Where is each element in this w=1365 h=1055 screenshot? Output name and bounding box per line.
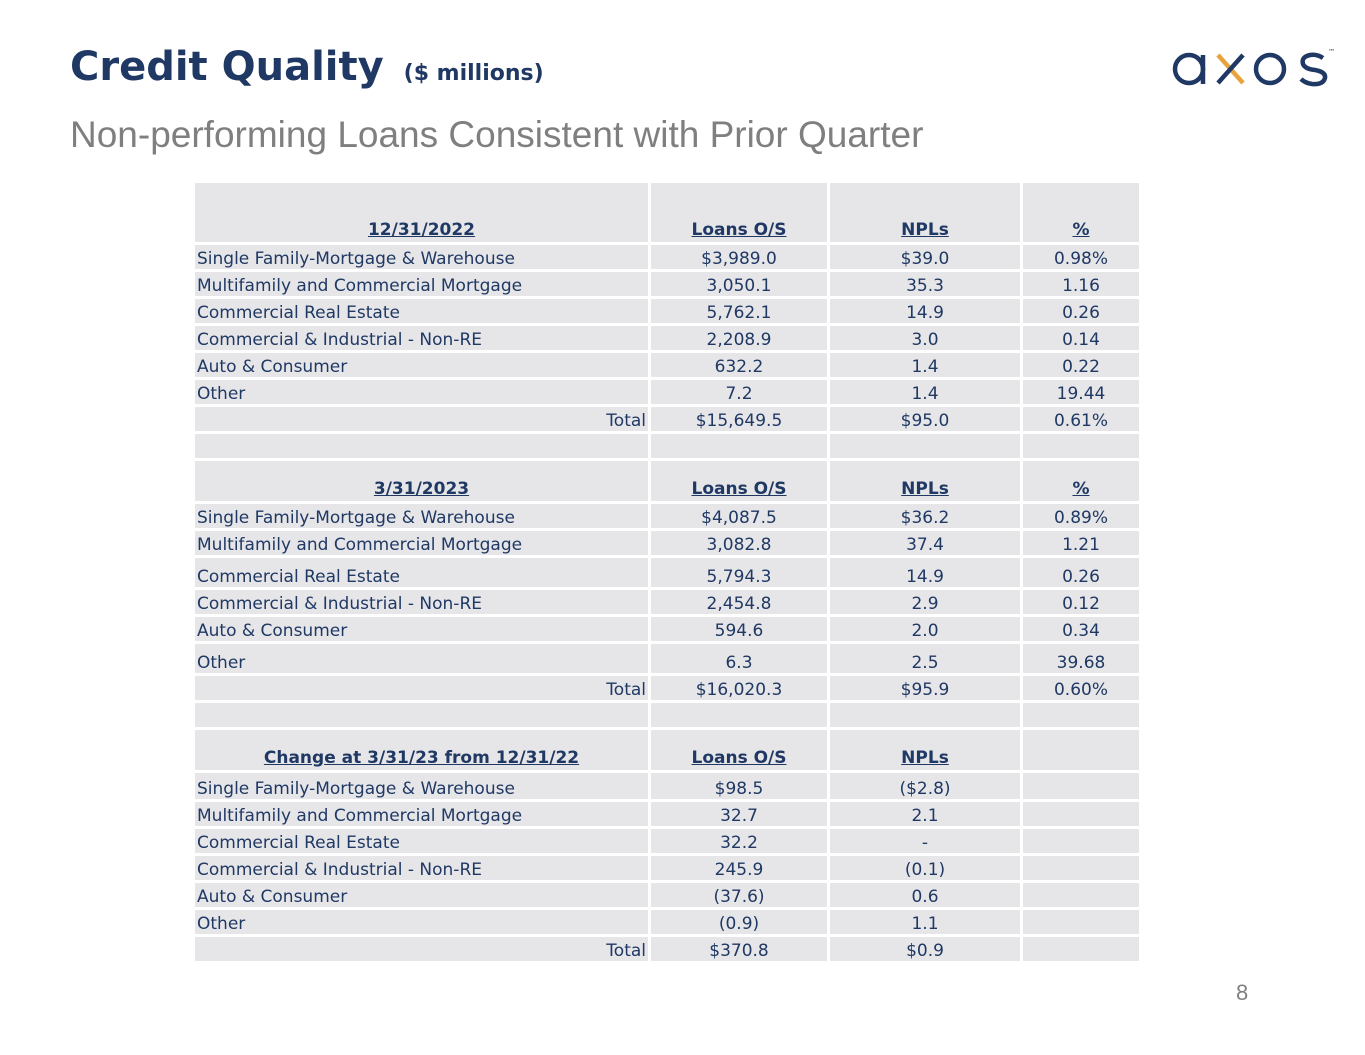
pct-value [1022, 909, 1141, 936]
total-pct: 0.61% [1022, 406, 1141, 433]
spacer-cell [194, 433, 650, 460]
pct-value: 0.22 [1022, 352, 1141, 379]
row-label: Multifamily and Commercial Mortgage [194, 801, 650, 828]
total-row [194, 675, 1141, 702]
pct-value: 0.26 [1022, 557, 1141, 589]
pct-value [1022, 828, 1141, 855]
spacer-cell [1022, 433, 1141, 460]
table-row [194, 772, 1141, 801]
row-label: Other [194, 643, 650, 675]
npls-value: 1.4 [829, 379, 1022, 406]
svg-text:™: ™ [1328, 48, 1335, 56]
loans-value: $98.5 [650, 772, 829, 801]
table-row [194, 298, 1141, 325]
npls-value: 2.9 [829, 589, 1022, 616]
loans-value: 5,762.1 [650, 298, 829, 325]
loans-value: 7.2 [650, 379, 829, 406]
row-label: Single Family-Mortgage & Warehouse [194, 503, 650, 530]
row-label: Commercial & Industrial - Non-RE [194, 325, 650, 352]
npls-value: 35.3 [829, 271, 1022, 298]
pct-value: 0.12 [1022, 589, 1141, 616]
pct-value [1022, 801, 1141, 828]
total-label: Total [194, 675, 650, 702]
loans-value: $4,087.5 [650, 503, 829, 530]
column-header-loans: Loans O/S [650, 460, 829, 503]
npls-value: (0.1) [829, 855, 1022, 882]
total-row [194, 406, 1141, 433]
table-row [194, 909, 1141, 936]
pct-value: 0.14 [1022, 325, 1141, 352]
total-pct: 0.60% [1022, 675, 1141, 702]
pct-value [1022, 772, 1141, 801]
table-row [194, 244, 1141, 271]
total-row [194, 936, 1141, 963]
table-row [194, 589, 1141, 616]
table-row [194, 379, 1141, 406]
row-label: Other [194, 379, 650, 406]
column-header-npls: NPLs [829, 182, 1022, 244]
table-row [194, 271, 1141, 298]
row-label: Auto & Consumer [194, 616, 650, 643]
loans-value: 5,794.3 [650, 557, 829, 589]
section-header-row [194, 460, 1141, 503]
table-row [194, 855, 1141, 882]
total-loans: $16,020.3 [650, 675, 829, 702]
row-label: Other [194, 909, 650, 936]
spacer-row [194, 433, 1141, 460]
spacer-cell [1022, 702, 1141, 729]
loans-value: 3,050.1 [650, 271, 829, 298]
section-heading: Change at 3/31/23 from 12/31/22 [194, 729, 650, 772]
npls-value: 14.9 [829, 298, 1022, 325]
total-loans: $370.8 [650, 936, 829, 963]
row-label: Auto & Consumer [194, 882, 650, 909]
npls-value: 2.1 [829, 801, 1022, 828]
column-header-npls: NPLs [829, 460, 1022, 503]
spacer-cell [829, 433, 1022, 460]
table-body [194, 182, 1141, 963]
total-npls: $95.0 [829, 406, 1022, 433]
table-row [194, 352, 1141, 379]
page-title [70, 44, 544, 90]
pct-value: 0.26 [1022, 298, 1141, 325]
pct-value: 1.16 [1022, 271, 1141, 298]
total-pct [1022, 936, 1141, 963]
spacer-cell [194, 702, 650, 729]
pct-value: 1.21 [1022, 530, 1141, 557]
pct-value [1022, 882, 1141, 909]
loans-value: 2,208.9 [650, 325, 829, 352]
pct-value: 39.68 [1022, 643, 1141, 675]
table-row [194, 616, 1141, 643]
row-label: Commercial & Industrial - Non-RE [194, 855, 650, 882]
loans-value: 245.9 [650, 855, 829, 882]
loans-value: (37.6) [650, 882, 829, 909]
section-heading: 3/31/2023 [194, 460, 650, 503]
table-row [194, 828, 1141, 855]
pct-value: 19.44 [1022, 379, 1141, 406]
npls-value: 1.1 [829, 909, 1022, 936]
npls-value: ($2.8) [829, 772, 1022, 801]
section-header-row [194, 729, 1141, 772]
loans-value: 32.2 [650, 828, 829, 855]
row-label: Single Family-Mortgage & Warehouse [194, 244, 650, 271]
npls-value: 1.4 [829, 352, 1022, 379]
column-header-pct: % [1022, 182, 1141, 244]
total-npls: $95.9 [829, 675, 1022, 702]
spacer-cell [650, 702, 829, 729]
spacer-row [194, 702, 1141, 729]
loans-value: 32.7 [650, 801, 829, 828]
loans-value: 632.2 [650, 352, 829, 379]
row-label: Single Family-Mortgage & Warehouse [194, 772, 650, 801]
loans-value: 2,454.8 [650, 589, 829, 616]
row-label: Auto & Consumer [194, 352, 650, 379]
loans-value: $3,989.0 [650, 244, 829, 271]
npls-value: 2.0 [829, 616, 1022, 643]
table-row [194, 801, 1141, 828]
row-label: Multifamily and Commercial Mortgage [194, 530, 650, 557]
pct-value: 0.98% [1022, 244, 1141, 271]
npls-value: 3.0 [829, 325, 1022, 352]
loans-value: 594.6 [650, 616, 829, 643]
credit-quality-table [192, 180, 1142, 964]
npls-value: 37.4 [829, 530, 1022, 557]
section-header-row [194, 182, 1141, 244]
column-header-loans: Loans O/S [650, 729, 829, 772]
column-header-loans: Loans O/S [650, 182, 829, 244]
page-number: 8 [1236, 980, 1249, 1005]
title-text: Credit Quality [70, 44, 384, 90]
column-header-npls: NPLs [829, 729, 1022, 772]
row-label: Commercial Real Estate [194, 828, 650, 855]
pct-value: 0.89% [1022, 503, 1141, 530]
loans-value: 3,082.8 [650, 530, 829, 557]
row-label: Multifamily and Commercial Mortgage [194, 271, 650, 298]
table-row [194, 643, 1141, 675]
table-row [194, 557, 1141, 589]
row-label: Commercial Real Estate [194, 557, 650, 589]
loans-value: 6.3 [650, 643, 829, 675]
table-row [194, 503, 1141, 530]
title-unit: ($ millions) [403, 61, 544, 86]
spacer-cell [829, 702, 1022, 729]
total-label: Total [194, 406, 650, 433]
loans-value: (0.9) [650, 909, 829, 936]
total-label: Total [194, 936, 650, 963]
column-header-pct: % [1022, 460, 1141, 503]
npls-value: 2.5 [829, 643, 1022, 675]
pct-value: 0.34 [1022, 616, 1141, 643]
table-row [194, 530, 1141, 557]
column-header-pct [1022, 729, 1141, 772]
table-row [194, 325, 1141, 352]
npls-value: 0.6 [829, 882, 1022, 909]
npls-value: 14.9 [829, 557, 1022, 589]
row-label: Commercial Real Estate [194, 298, 650, 325]
spacer-cell [650, 433, 829, 460]
npls-value: $39.0 [829, 244, 1022, 271]
npls-value: - [829, 828, 1022, 855]
pct-value [1022, 855, 1141, 882]
row-label: Commercial & Industrial - Non-RE [194, 589, 650, 616]
section-heading: 12/31/2022 [194, 182, 650, 244]
total-loans: $15,649.5 [650, 406, 829, 433]
table-row [194, 882, 1141, 909]
total-npls: $0.9 [829, 936, 1022, 963]
page-subtitle: Non-performing Loans Consistent with Prior Quarter [70, 114, 924, 155]
npls-value: $36.2 [829, 503, 1022, 530]
axos-logo [1170, 40, 1340, 96]
